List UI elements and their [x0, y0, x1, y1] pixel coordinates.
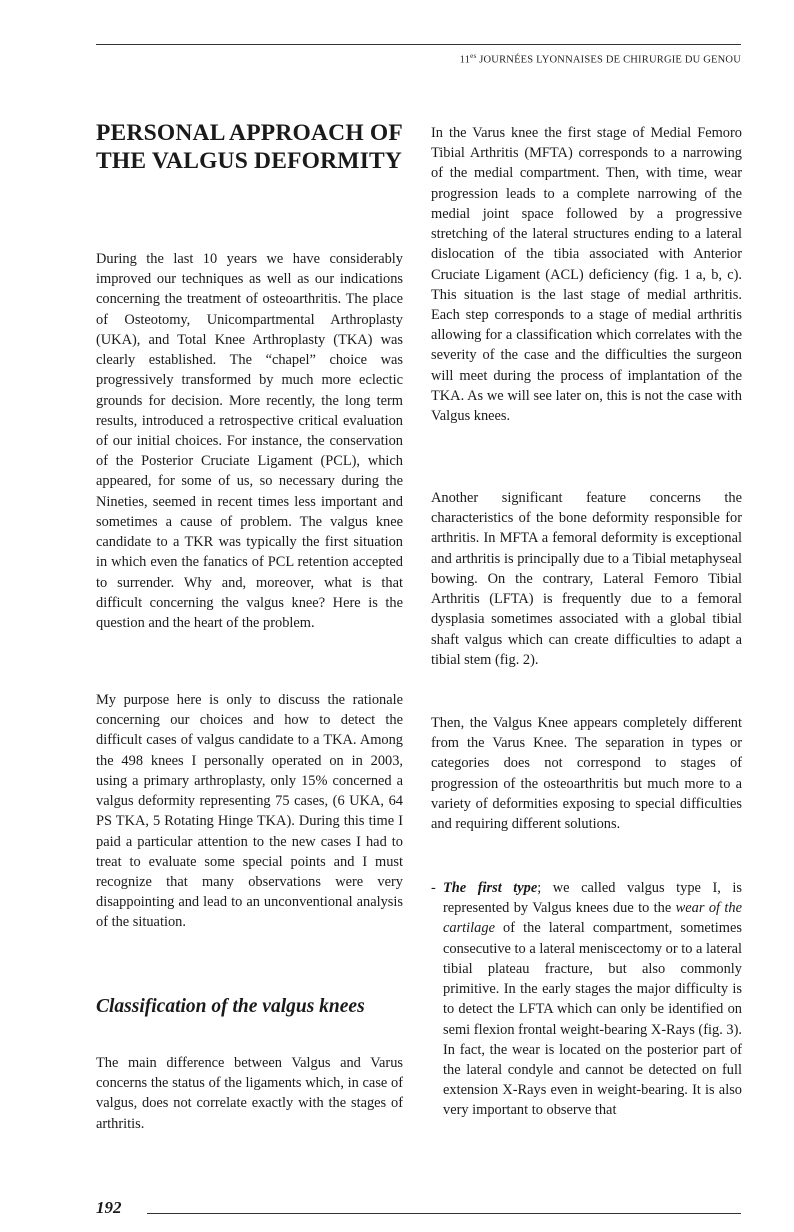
- first-type-bullet: [431, 878, 742, 1121]
- running-head: [460, 52, 741, 66]
- running-head-text: JOURNÉES LYONNAISES DE CHIRURGIE DU GENOU: [476, 54, 741, 66]
- first-type-text-1: ; we called valgus type I, is represented by Valgus knees due to the: [443, 880, 742, 917]
- header-rule: [96, 44, 741, 45]
- deformity-paragraph: Another significant feature concerns the characteristics of the bone deformity responsible for arthritis. In MFTA a femoral deformity is exceptional and arthritis is principally due to a Tibial metaphyseal bowing. On the contrary, Lateral Femoro Tibial Arthritis (LFTA) is frequently due to a femoral dysplasia sometimes associated with a global tibial shaft valgus which can create difficulties to adapt a tibial stem (fig. 2).: [431, 490, 742, 668]
- intro-paragraph: During the last 10 years we have considerably improved our techniques as well as our indications concerning the treatment of osteoarthritis. The place of Osteotomy, Unicompartmental Arthroplasty (UKA), and Total Knee Arthroplasty (TKA) was clearly established. The “chapel” choice was progressively transformed by much more eclectic grounds for decision. More recently, the long term results, introduced a retrospective critical evaluation of our initial choices. For instance, the conservation of the Posterior Cruciate Ligament (PCL), which appeared, for some of us, so necessary during the Nineties, seemed in recent times less important and sometimes a cause of problem. The valgus knee candidate to a TKR was typically the first situation in which even the fanatics of PCL retention accepted to surrender. Why and, moreover, what is that difficult concerning the valgus knee? Here is the question and the heart of the problem.: [96, 251, 403, 631]
- first-type-lead: The first type: [443, 880, 538, 896]
- purpose-paragraph: My purpose here is only to discuss the rationale concerning our choices and how to detect the difficult cases of valgus candidate to a TKA. Among the 498 knees I personally operated on in 2003, using a primary arthroplasty, only 15% concerned a valgus deformity representing 75 cases, (6 UKA, 64 PS TKA, 5 Rotating Hinge TKA). During this time I paid a particular attention to the new cases I had to treat to evaluate some special points and I must recognize that many observations were very disappointing and lead to an unconventional analysis of the situation.: [96, 692, 403, 931]
- article-title: PERSONAL APPROACH OF THE VALGUS DEFORMITY: [96, 120, 403, 174]
- running-head-prefix: 11: [459, 54, 471, 66]
- classification-paragraph: The main difference between Valgus and Varus concerns the status of the ligaments which, in case of valgus, does not correlate exactly with the stages of arthritis.: [96, 1055, 403, 1132]
- running-head-sup: es: [470, 52, 477, 60]
- page-number: 192: [96, 1198, 122, 1217]
- section-title: Classification of the valgus knees: [96, 996, 365, 1017]
- types-paragraph: Then, the Valgus Knee appears completely different from the Varus Knee. The separation in types or categories does not correspond to stages of progression of the osteoarthritis but much more to a variety of deformities exposing to special difficulties and requiring different solutions.: [431, 715, 742, 833]
- footer-rule: [147, 1213, 741, 1214]
- bullet-dash: -: [431, 880, 436, 896]
- first-type-text: [443, 878, 742, 1121]
- first-type-text-2: of the lateral compartment, sometimes consecutive to a lateral meniscectomy or to a lateral tibial plateau fracture, but also commonly primitive. In the early stages the major difficulty is to detect the LFTA which can only be identified on semi flexion frontal weight-bearing X-Rays (fig. 3). In fact, the wear is located on the posterior part of the lateral condyle and cannot be detected on full extension X-Rays even in weight-bearing. It is also very important to observe that: [443, 920, 742, 1119]
- first-type-emphasis: wear of the cartilage: [443, 900, 742, 937]
- varus-paragraph: In the Varus knee the first stage of Medial Femoro Tibial Arthritis (MFTA) corresponds to a narrowing of the medial compartment. Then, with time, wear progression leads to a complete narrowing of the medial joint space followed by a progressive stretching of the lateral structures ending to a lateral dislocation of the tibia associated with Anterior Cruciate Ligament (ACL) deficiency (fig. 1 a, b, c). This situation is the last stage of medial arthritis. Each step corresponds to a stage of medial arthritis allowing for a classification which correlates with the severity of the case and the difficulties the surgeon will meet during the process of implantation of the TKA. As we will see later on, this is not the case with Valgus knees.: [431, 125, 742, 425]
